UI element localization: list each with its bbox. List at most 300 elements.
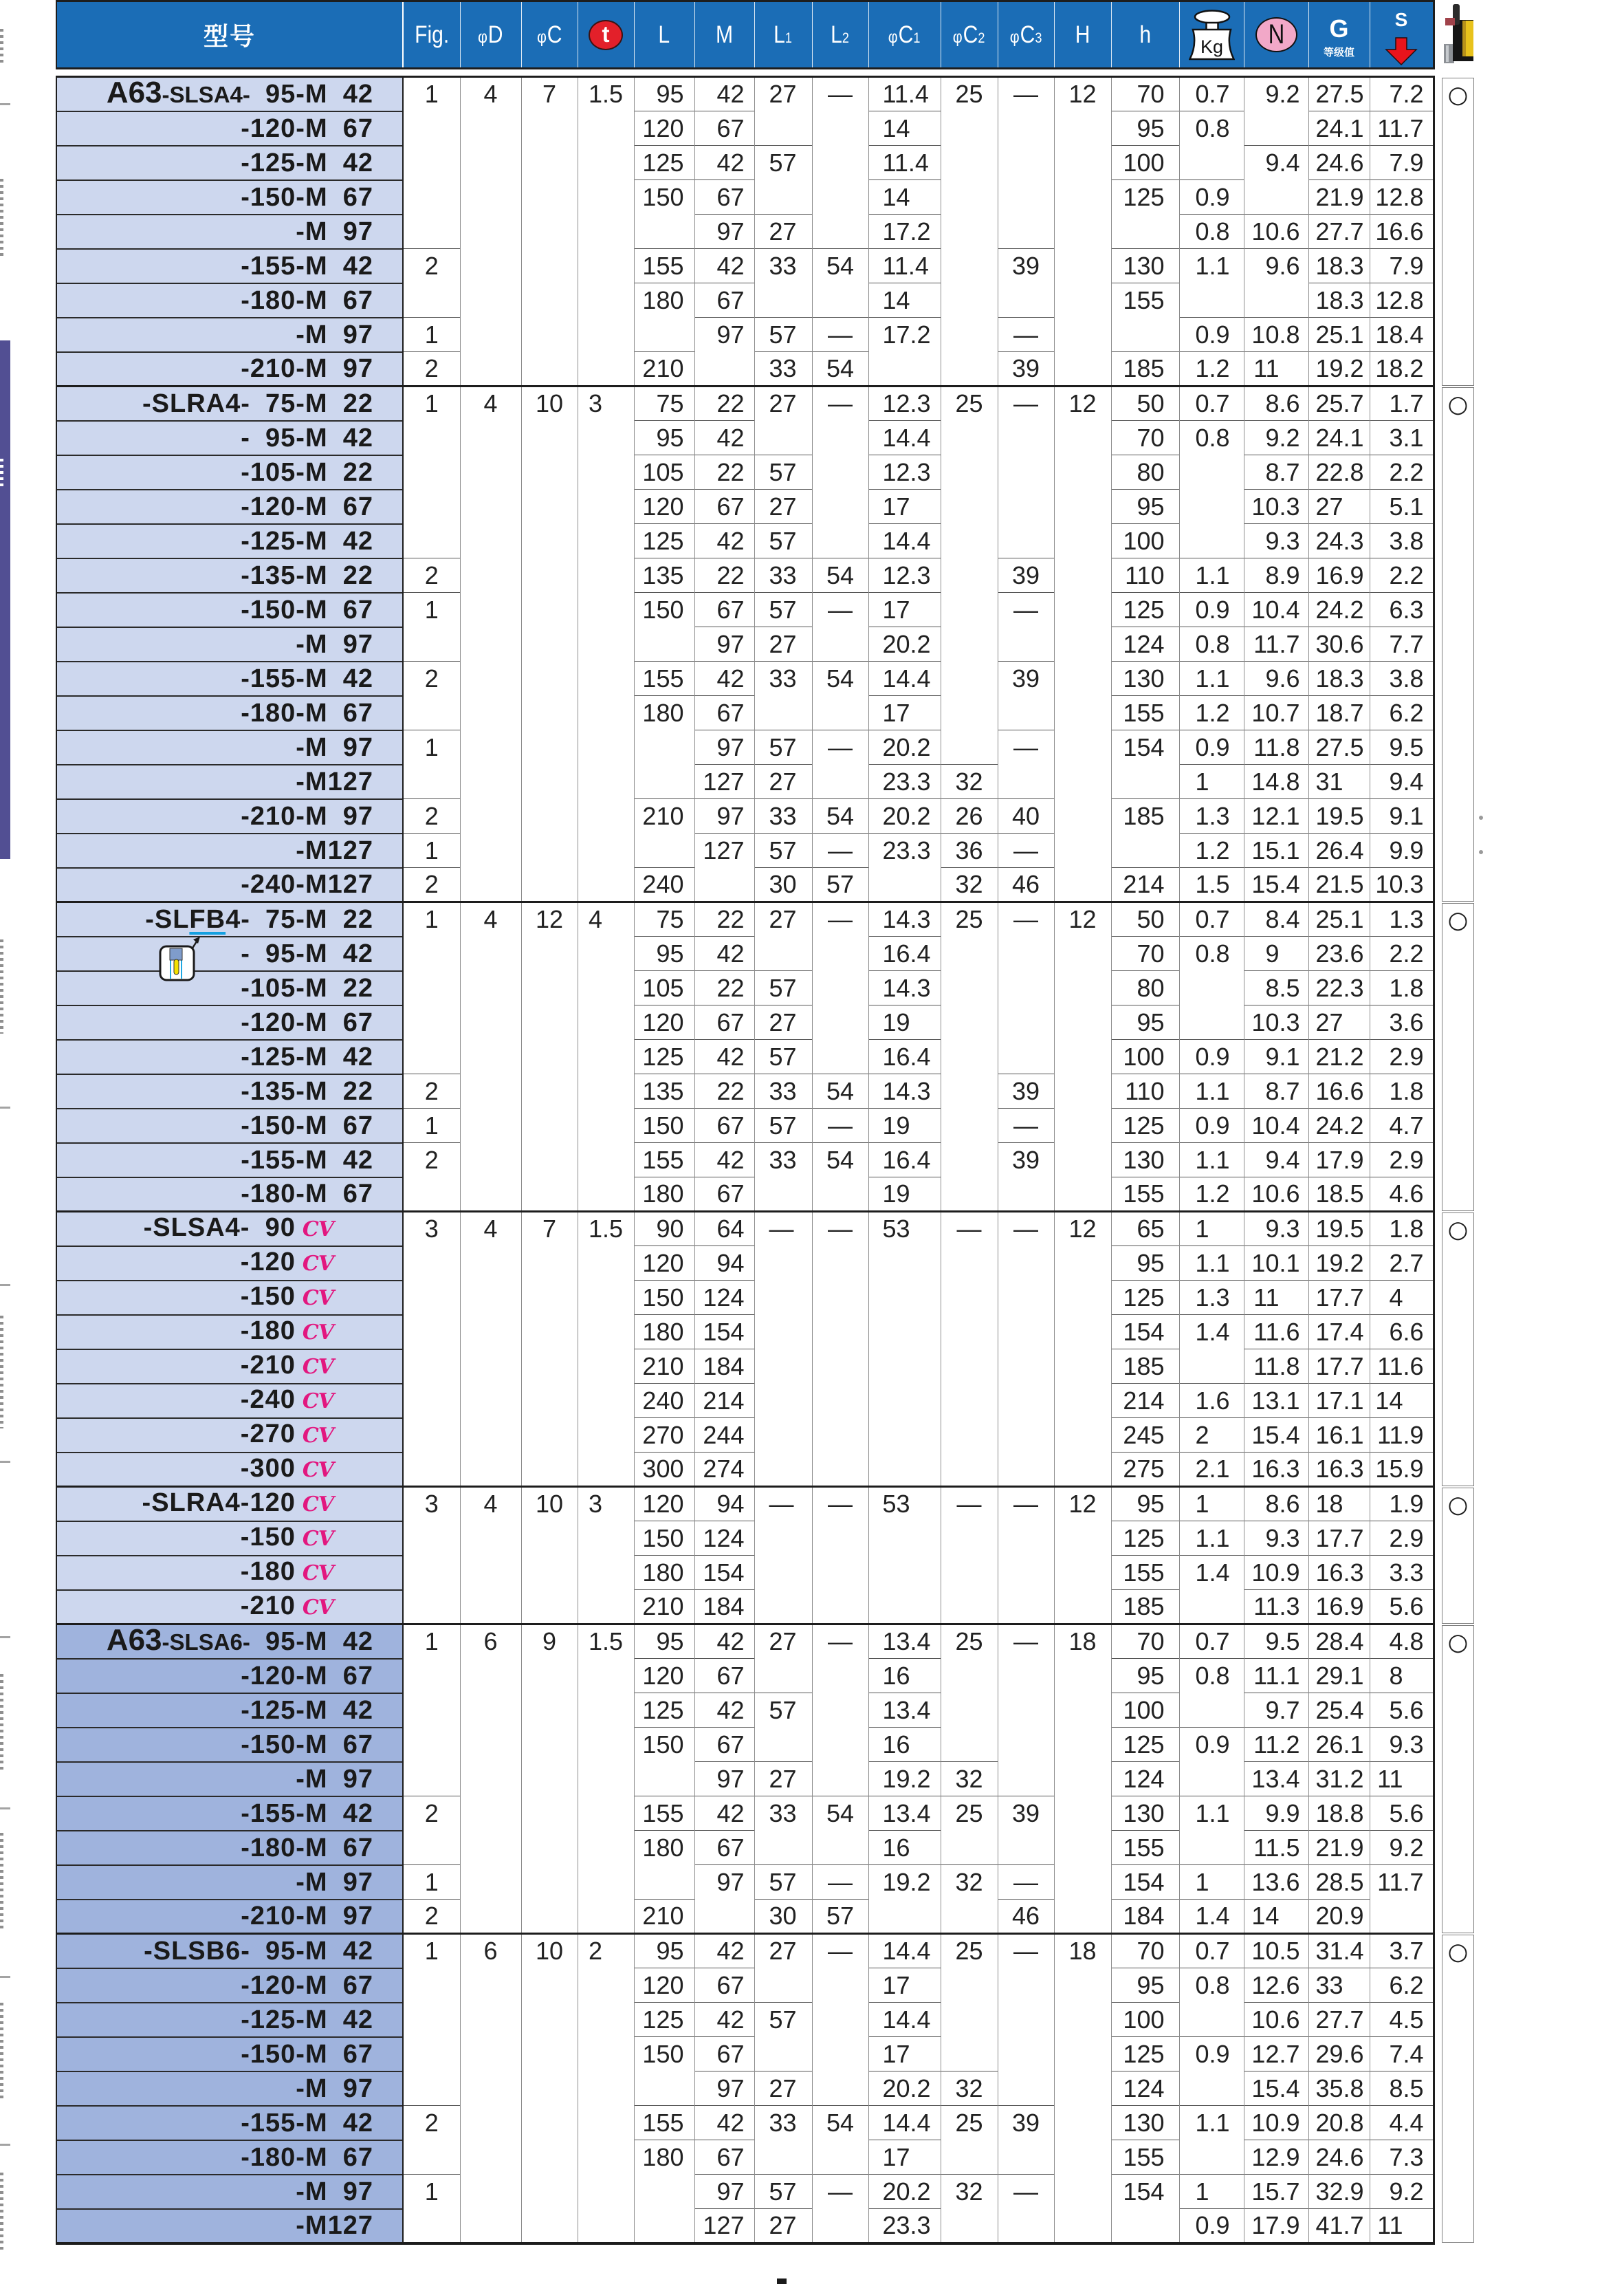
merged-cell-c [521,1074,578,1109]
cell-L2: — [812,834,868,868]
merged-cell-C1 [868,1453,941,1487]
merged-cell-c [521,1831,578,1865]
cell-C1: 16.4 [868,1040,941,1074]
cell-L2: — [812,1487,868,1521]
cell-kg: 0.7 [1179,1624,1244,1659]
cell-g: 18.7 [1308,696,1370,730]
cell-L1: 27 [754,902,812,937]
cell-s: 3.8 [1370,662,1434,696]
cell-h: 50 [1111,387,1179,421]
header-c3-label: C [1020,21,1035,48]
model-number-cell [56,1453,403,1487]
merged-cell-t [578,1796,634,1831]
cell-h: 80 [1111,971,1179,1005]
cell-g: 24.2 [1308,593,1370,627]
merged-cell-c [521,1900,578,1934]
cell-L1: 27 [754,490,812,524]
cell-h: 130 [1111,2106,1179,2140]
model-number-cell [56,765,403,799]
cell-h: 155 [1111,696,1179,730]
merged-cell-c [521,111,578,146]
cell-h: 154 [1111,1315,1179,1349]
merged-cell-c [521,1005,578,1040]
merged-cell-L2 [812,1521,868,1556]
cell-g: 16.6 [1308,1074,1370,1109]
cell-s: 2.9 [1370,1143,1434,1177]
model-number-cell [56,558,403,593]
cell-C2: 26 [941,799,998,834]
cell-kg: 1.1 [1179,1143,1244,1177]
coolant-through-icon [157,931,207,983]
cell-s: 4 [1370,1281,1434,1315]
cell-h: 184 [1111,1900,1179,1934]
model-number-cell [56,352,403,387]
cell-h: 214 [1111,868,1179,902]
header-l2-label: L [831,21,843,48]
cell-n: 10.8 [1244,318,1308,352]
cell-g: 22.3 [1308,971,1370,1005]
cell-h: 185 [1111,352,1179,387]
cv-logo: CV [302,1252,333,1276]
model-size-code: -125-M 42 [241,1042,373,1072]
merged-cell-C3 [998,215,1054,249]
cell-H: 12 [1054,1487,1111,1521]
cell-M: 97 [694,627,754,662]
merged-cell-t [578,2071,634,2106]
merged-cell-C2 [941,1349,998,1384]
merged-cell-H [1054,1796,1111,1831]
model-size-code: - 95-M 42 [241,423,373,453]
model-number-cell [56,1762,403,1796]
merged-cell-d [460,455,521,490]
table-row [56,180,1434,215]
cell-C1: 14.4 [868,1934,941,1968]
cell-M: 42 [694,2003,754,2037]
model-number-cell [56,387,403,421]
merged-cell-C2 [941,111,998,146]
cell-L: 240 [634,868,694,902]
merged-cell-L2 [812,455,868,490]
cell-M: 97 [694,1865,754,1900]
model-number-cell [56,593,403,627]
merged-cell-c [521,627,578,662]
cell-h: 70 [1111,421,1179,455]
merged-cell-c [521,1281,578,1315]
cv-logo: CV [302,1492,333,1517]
merged-cell-fig [403,1762,460,1796]
table-row [56,1556,1434,1590]
cell-L: 95 [634,421,694,455]
merged-cell-L [634,834,694,868]
merged-cell-fig [403,1693,460,1728]
cell-h: 50 [1111,902,1179,937]
stock-availability-cell [1442,903,1474,1211]
merged-cell-kg [1179,283,1244,318]
model-number-cell [56,971,403,1005]
cell-s: 9.2 [1370,2175,1434,2209]
model-number-cell [56,1005,403,1040]
merged-cell-t [578,1143,634,1177]
table-row [56,387,1434,421]
cell-s: 2.9 [1370,1521,1434,1556]
model-series: -SLSA4- [143,1213,250,1243]
table-row [56,1349,1434,1384]
table-row [56,2140,1434,2175]
cell-h: 130 [1111,249,1179,283]
cell-s: 18.4 [1370,318,1434,352]
merged-cell-fig [403,524,460,558]
stock-availability-cell [1442,387,1474,902]
cell-fig: 1 [403,1109,460,1143]
cell-M: 42 [694,1624,754,1659]
cell-s: 9.2 [1370,1831,1434,1865]
merged-cell-d [460,1384,521,1418]
merged-cell-d [460,593,521,627]
cell-L1: 33 [754,2106,812,2140]
cell-g: 21.5 [1308,868,1370,902]
merged-cell-c [521,352,578,387]
cell-kg: 1.2 [1179,696,1244,730]
model-number-cell [56,2140,403,2175]
merged-cell-H [1054,1521,1111,1556]
merged-cell-L [634,765,694,799]
cell-t: 3 [578,387,634,421]
cell-s: 2.2 [1370,937,1434,971]
cell-n: 9.2 [1244,421,1308,455]
cell-C3: 46 [998,868,1054,902]
red-circle-t-icon [589,20,623,50]
cell-C1: 53 [868,1212,941,1246]
cell-M: 22 [694,971,754,1005]
table-row [56,1453,1434,1487]
cell-h: 70 [1111,77,1179,111]
merged-cell-H [1054,1968,1111,2003]
merged-cell-M [694,868,754,902]
model-size-code: -210-M 97 [241,801,373,831]
merged-cell-d [460,2071,521,2106]
cell-L1: 27 [754,387,812,421]
cell-L: 95 [634,1624,694,1659]
merged-cell-H [1054,1762,1111,1796]
cell-L2: 54 [812,1796,868,1831]
cell-M: 184 [694,1349,754,1384]
cell-fig: 2 [403,1143,460,1177]
cv-logo: CV [302,1320,333,1345]
merged-cell-fig [403,421,460,455]
cv-logo: CV [302,1355,333,1379]
merged-cell-d [460,1143,521,1177]
merged-cell-c [521,1246,578,1281]
merged-cell-fig [403,2140,460,2175]
merged-cell-fig [403,696,460,730]
cell-n: 15.4 [1244,1418,1308,1453]
cell-M: 124 [694,1521,754,1556]
cell-H: 12 [1054,77,1111,111]
cell-n: 11.7 [1244,627,1308,662]
merged-cell-t [578,318,634,352]
cell-g: 25.7 [1308,387,1370,421]
merged-cell-c [521,834,578,868]
merged-cell-fig [403,1315,460,1349]
merged-cell-C3 [998,1762,1054,1796]
cell-L1: 27 [754,215,812,249]
cell-fig: 2 [403,558,460,593]
model-size-code: -M127 [296,836,373,865]
merged-cell-d [460,180,521,215]
merged-cell-fig [403,971,460,1005]
cell-C1: 14.4 [868,421,941,455]
cell-kg: 1.5 [1179,868,1244,902]
cell-C3: 39 [998,1074,1054,1109]
merged-cell-d [460,249,521,283]
merged-cell-H [1054,318,1111,352]
cell-L1: 57 [754,1040,812,1074]
cell-n: 12.7 [1244,2037,1308,2071]
cell-t: 3 [578,1487,634,1521]
model-size-code: -125-M 42 [241,526,373,556]
merged-cell-H [1054,1315,1111,1349]
model-size-code: 95-M 42 [250,1936,373,1966]
cell-kg: 2.1 [1179,1453,1244,1487]
merged-cell-fig [403,1384,460,1418]
cell-L: 75 [634,387,694,421]
cell-s: 11.7 [1370,1865,1434,1900]
cell-C1: 11.4 [868,249,941,283]
merged-cell-L1 [754,1315,812,1349]
cell-h: 100 [1111,1040,1179,1074]
merged-cell-H [1054,2140,1111,2175]
merged-cell-c [521,558,578,593]
merged-cell-H [1054,111,1111,146]
merged-cell-t [578,1177,634,1212]
merged-cell-d [460,1074,521,1109]
merged-cell-t [578,180,634,215]
cell-L1: 27 [754,2071,812,2106]
model-size-code: 120 [250,1488,296,1518]
model-number-cell [56,1109,403,1143]
cell-fig: 3 [403,1212,460,1246]
merged-cell-t [578,834,634,868]
table-row [56,799,1434,834]
cell-L: 240 [634,1384,694,1418]
table-row [56,1487,1434,1521]
header-l2 [812,1,868,69]
model-number-cell [56,1865,403,1900]
merged-cell-c [521,1762,578,1796]
table-row [56,1624,1434,1659]
model-number-cell [56,1900,403,1934]
merged-cell-fig [403,2071,460,2106]
cell-L: 180 [634,1831,694,1865]
merged-cell-C3 [998,490,1054,524]
cell-L2: 54 [812,799,868,834]
cell-h: 95 [1111,1487,1179,1521]
cell-C2: 36 [941,834,998,868]
model-number-cell [56,77,403,111]
cell-L: 105 [634,971,694,1005]
header-phi-c2 [941,1,998,69]
table-row [56,1384,1434,1418]
model-number-cell [56,1143,403,1177]
cell-s: 5.6 [1370,1796,1434,1831]
cell-h: 125 [1111,593,1179,627]
cell-n: 10.1 [1244,1246,1308,1281]
cell-g: 29.1 [1308,1659,1370,1693]
cell-L: 95 [634,1934,694,1968]
cell-n: 9.2 [1244,77,1308,111]
merged-cell-d [460,799,521,834]
cell-L1: 57 [754,834,812,868]
cell-C1: 16 [868,1831,941,1865]
cell-M: 42 [694,937,754,971]
merged-cell-t [578,1418,634,1453]
merged-cell-t [578,1659,634,1693]
stock-availability-cell [1442,1212,1474,1486]
merged-cell-t [578,283,634,318]
merged-cell-C2 [941,1556,998,1590]
cell-g: 18.5 [1308,1177,1370,1212]
merged-cell-L1 [754,180,812,215]
model-size-code: -125-M 42 [241,148,373,177]
header-t [578,1,634,69]
merged-cell-H [1054,765,1111,799]
merged-cell-d [460,1453,521,1487]
merged-cell-fig [403,627,460,662]
cell-kg: 1.1 [1179,249,1244,283]
cell-s: 3.1 [1370,421,1434,455]
merged-cell-C2 [941,1968,998,2003]
merged-cell-c [521,421,578,455]
stock-circle-mark: ○ [1447,391,1469,418]
cell-s: 7.2 [1370,77,1434,111]
merged-cell-C3 [998,971,1054,1005]
merged-cell-C3 [998,524,1054,558]
cell-C3: — [998,593,1054,627]
cell-h: 100 [1111,146,1179,180]
model-size-code: -210-M 97 [241,1902,373,1931]
cell-L1: 57 [754,2175,812,2209]
merged-cell-d [460,1349,521,1384]
cell-M: 22 [694,558,754,593]
cell-L2: — [812,1212,868,1246]
merged-cell-fig [403,283,460,318]
table-row [56,1212,1434,1246]
merged-cell-fig [403,1453,460,1487]
cell-g: 28.5 [1308,1865,1370,1900]
side-index-tab-text-fragment [0,459,3,488]
table-row [56,283,1434,318]
merged-cell-C2 [941,627,998,662]
cell-g: 21.9 [1308,180,1370,215]
cell-t: 1.5 [578,77,634,111]
cell-n: 9.4 [1244,1143,1308,1177]
cell-n: 8.7 [1244,1074,1308,1109]
model-number-cell [56,1934,403,1968]
cell-M: 42 [694,524,754,558]
merged-cell-fig [403,490,460,524]
merged-cell-C3 [998,1521,1054,1556]
merged-cell-n [1244,111,1308,146]
cell-kg: 1.2 [1179,352,1244,387]
merged-cell-c [521,1556,578,1590]
merged-cell-kg [1179,524,1244,558]
model-series: -SLRA4- [142,389,250,418]
merged-cell-L2 [812,2209,868,2243]
model-size-code: -240-M127 [241,870,373,900]
cell-h: 95 [1111,1005,1179,1040]
model-number-cell [56,627,403,662]
merged-cell-t [578,1865,634,1900]
model-size-code: -180-M 67 [241,1833,373,1862]
cell-L1: 57 [754,318,812,352]
merged-cell-d [460,558,521,593]
table-row [56,111,1434,146]
cell-g: 19.2 [1308,352,1370,387]
merged-cell-t [578,1590,634,1624]
merged-cell-t [578,1762,634,1796]
merged-cell-C1 [868,1521,941,1556]
cell-s: 9.3 [1370,1728,1434,1762]
cv-logo: CV [302,1561,333,1585]
cell-s: 10.3 [1370,868,1434,902]
cell-C2: 32 [941,1865,998,1900]
merged-cell-fig [403,937,460,971]
merged-cell-c [521,696,578,730]
cell-L: 150 [634,1109,694,1143]
merged-cell-H [1054,1384,1111,1418]
merged-cell-L2 [812,1246,868,1281]
cell-L: 210 [634,799,694,834]
cell-C3: 39 [998,1796,1054,1831]
model-number-cell [56,1418,403,1453]
merged-cell-H [1054,1005,1111,1040]
cell-M: 127 [694,2209,754,2243]
cell-h: 154 [1111,1865,1179,1900]
header-g-label: G [1329,14,1349,43]
merged-cell-H [1054,180,1111,215]
model-size-code: -180-M 67 [241,285,373,315]
merged-cell-L2 [812,180,868,215]
merged-cell-fig [403,455,460,490]
merged-cell-H [1054,2175,1111,2209]
cell-fig: 1 [403,1934,460,1968]
merged-cell-fig [403,1968,460,2003]
merged-cell-C2 [941,249,998,283]
side-index-divider [0,103,10,105]
merged-cell-L1 [754,1659,812,1693]
merged-cell-C2 [941,1831,998,1865]
model-number-cell [56,902,403,937]
merged-cell-C3 [998,2209,1054,2243]
cell-C3: 39 [998,2106,1054,2140]
merged-cell-L2 [812,1315,868,1349]
merged-cell-fig [403,1556,460,1590]
merged-cell-kg [1179,1693,1244,1728]
merged-cell-t [578,1109,634,1143]
table-row [56,2037,1434,2071]
cell-h: 130 [1111,1143,1179,1177]
cell-g: 21.9 [1308,1831,1370,1865]
merged-cell-C2 [941,1005,998,1040]
cell-n: 13.6 [1244,1865,1308,1900]
merged-cell-c [521,868,578,902]
merged-cell-L2 [812,765,868,799]
merged-cell-t [578,1281,634,1315]
merged-cell-t [578,1556,634,1590]
merged-cell-C2 [941,696,998,730]
merged-cell-C2 [941,1109,998,1143]
table-row [56,765,1434,799]
